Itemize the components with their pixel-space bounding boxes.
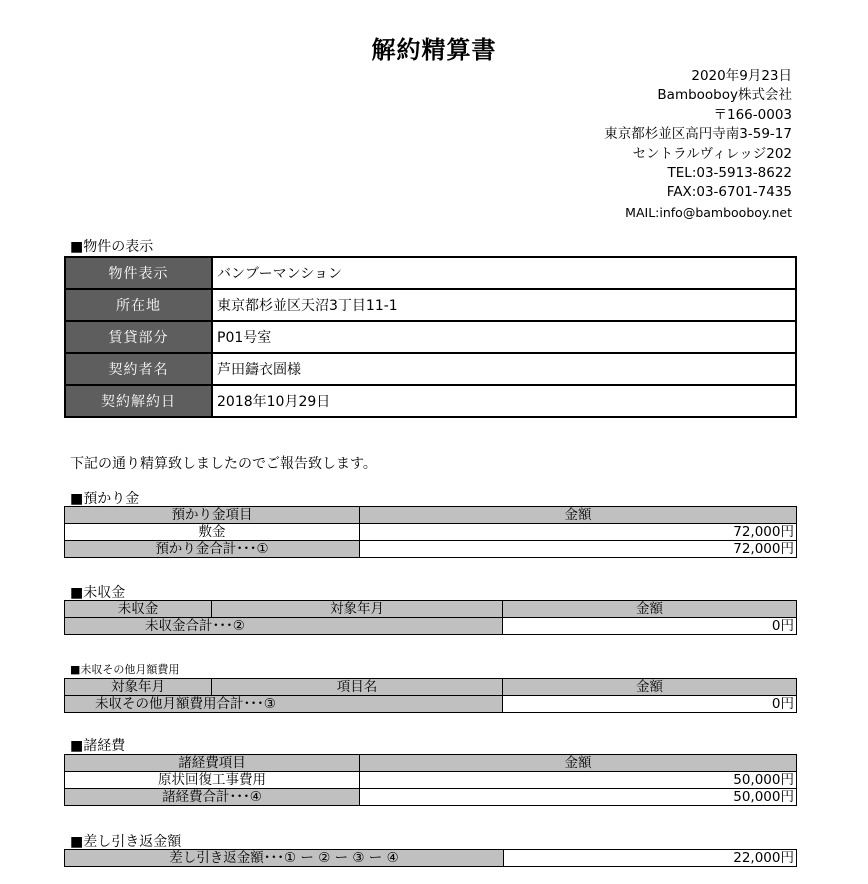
fax: FAX:03-6701-7435	[666, 184, 792, 201]
refund-heading: ■差し引き返金額	[70, 834, 182, 850]
refund-label: 差し引き返金額･･･① ー ② ー ③ ー ④	[65, 850, 504, 867]
unpaid-table	[64, 600, 797, 635]
col-header-amount: 金額	[360, 507, 797, 524]
col-header-amount: 金額	[360, 755, 797, 772]
table-row	[65, 257, 796, 289]
deposit-table	[64, 506, 797, 558]
col-header-item: 諸経費項目	[65, 755, 360, 772]
table-row	[65, 321, 796, 353]
total-amount: 0円	[503, 618, 797, 635]
row-value: 東京都杉並区天沼3丁目11-1	[212, 289, 796, 321]
table-row	[65, 385, 796, 417]
notice-text: 下記の通り精算致しましたのでご報告致します。	[70, 456, 377, 472]
col-header-amount: 金額	[503, 601, 797, 618]
col-header-item: 項目名	[212, 679, 503, 696]
total-amount: 0円	[503, 696, 797, 713]
row-value: バンブーマンション	[212, 257, 796, 289]
item-name: 敷金	[65, 524, 360, 541]
company-name: Bambooboy株式会社	[657, 87, 792, 104]
row-label: 物件表示	[65, 257, 212, 289]
col-header-item: 未収金	[65, 601, 212, 618]
refund-amount: 22,000円	[504, 850, 797, 867]
unpaid-heading: ■未収金	[70, 585, 126, 601]
item-amount: 50,000円	[360, 772, 797, 789]
expenses-heading: ■諸経費	[70, 738, 126, 754]
sender-block	[604, 67, 792, 222]
property-table	[64, 256, 797, 418]
row-value: 芦田鑄衣圄様	[212, 353, 796, 385]
issue-date: 2020年9月23日	[691, 68, 792, 84]
address-line-1: 東京都杉並区高円寺南3-59-17	[604, 126, 792, 143]
item-name: 原状回復工事費用	[65, 772, 360, 789]
total-row	[65, 618, 797, 635]
refund-table	[64, 849, 797, 867]
total-row	[65, 541, 797, 558]
item-amount: 72,000円	[360, 524, 797, 541]
unpaid-other-heading: ■未収その他月額費用	[70, 663, 180, 676]
table-header-row	[65, 755, 797, 772]
unpaid-other-table	[64, 678, 797, 713]
total-row	[65, 789, 797, 806]
row-value: P01号室	[212, 321, 796, 353]
property-heading: ■物件の表示	[70, 239, 154, 255]
expenses-table	[64, 754, 797, 806]
table-header-row	[65, 601, 797, 618]
row-label: 所在地	[65, 289, 212, 321]
col-header-period: 対象年月	[212, 601, 503, 618]
total-amount: 50,000円	[360, 789, 797, 806]
deposit-heading: ■預かり金	[70, 491, 140, 507]
total-label: 未収その他月額費用合計･･･③	[65, 696, 503, 713]
total-amount: 72,000円	[360, 541, 797, 558]
total-label: 未収金合計･･･②	[65, 618, 503, 635]
row-label: 契約解約日	[65, 385, 212, 417]
document-title: 解約精算書	[371, 36, 497, 64]
table-row	[65, 772, 797, 789]
table-row	[65, 524, 797, 541]
postal-code: 〒166-0003	[713, 106, 792, 123]
total-label: 預かり金合計･･･①	[65, 541, 360, 558]
tel: TEL:03-5913-8622	[667, 165, 792, 182]
total-row	[65, 850, 797, 867]
row-label: 賃貸部分	[65, 321, 212, 353]
col-header-item: 預かり金項目	[65, 507, 360, 524]
mail: MAIL:info@bambooboy.net	[625, 204, 792, 220]
col-header-amount: 金額	[503, 679, 797, 696]
row-label: 契約者名	[65, 353, 212, 385]
row-value: 2018年10月29日	[212, 385, 796, 417]
table-header-row	[65, 507, 797, 524]
table-header-row	[65, 679, 797, 696]
total-row	[65, 696, 797, 713]
total-label: 諸経費合計･･･④	[65, 789, 360, 806]
address-line-2: セントラルヴィレッジ202	[632, 145, 792, 162]
table-row	[65, 353, 796, 385]
table-row	[65, 289, 796, 321]
col-header-period: 対象年月	[65, 679, 212, 696]
